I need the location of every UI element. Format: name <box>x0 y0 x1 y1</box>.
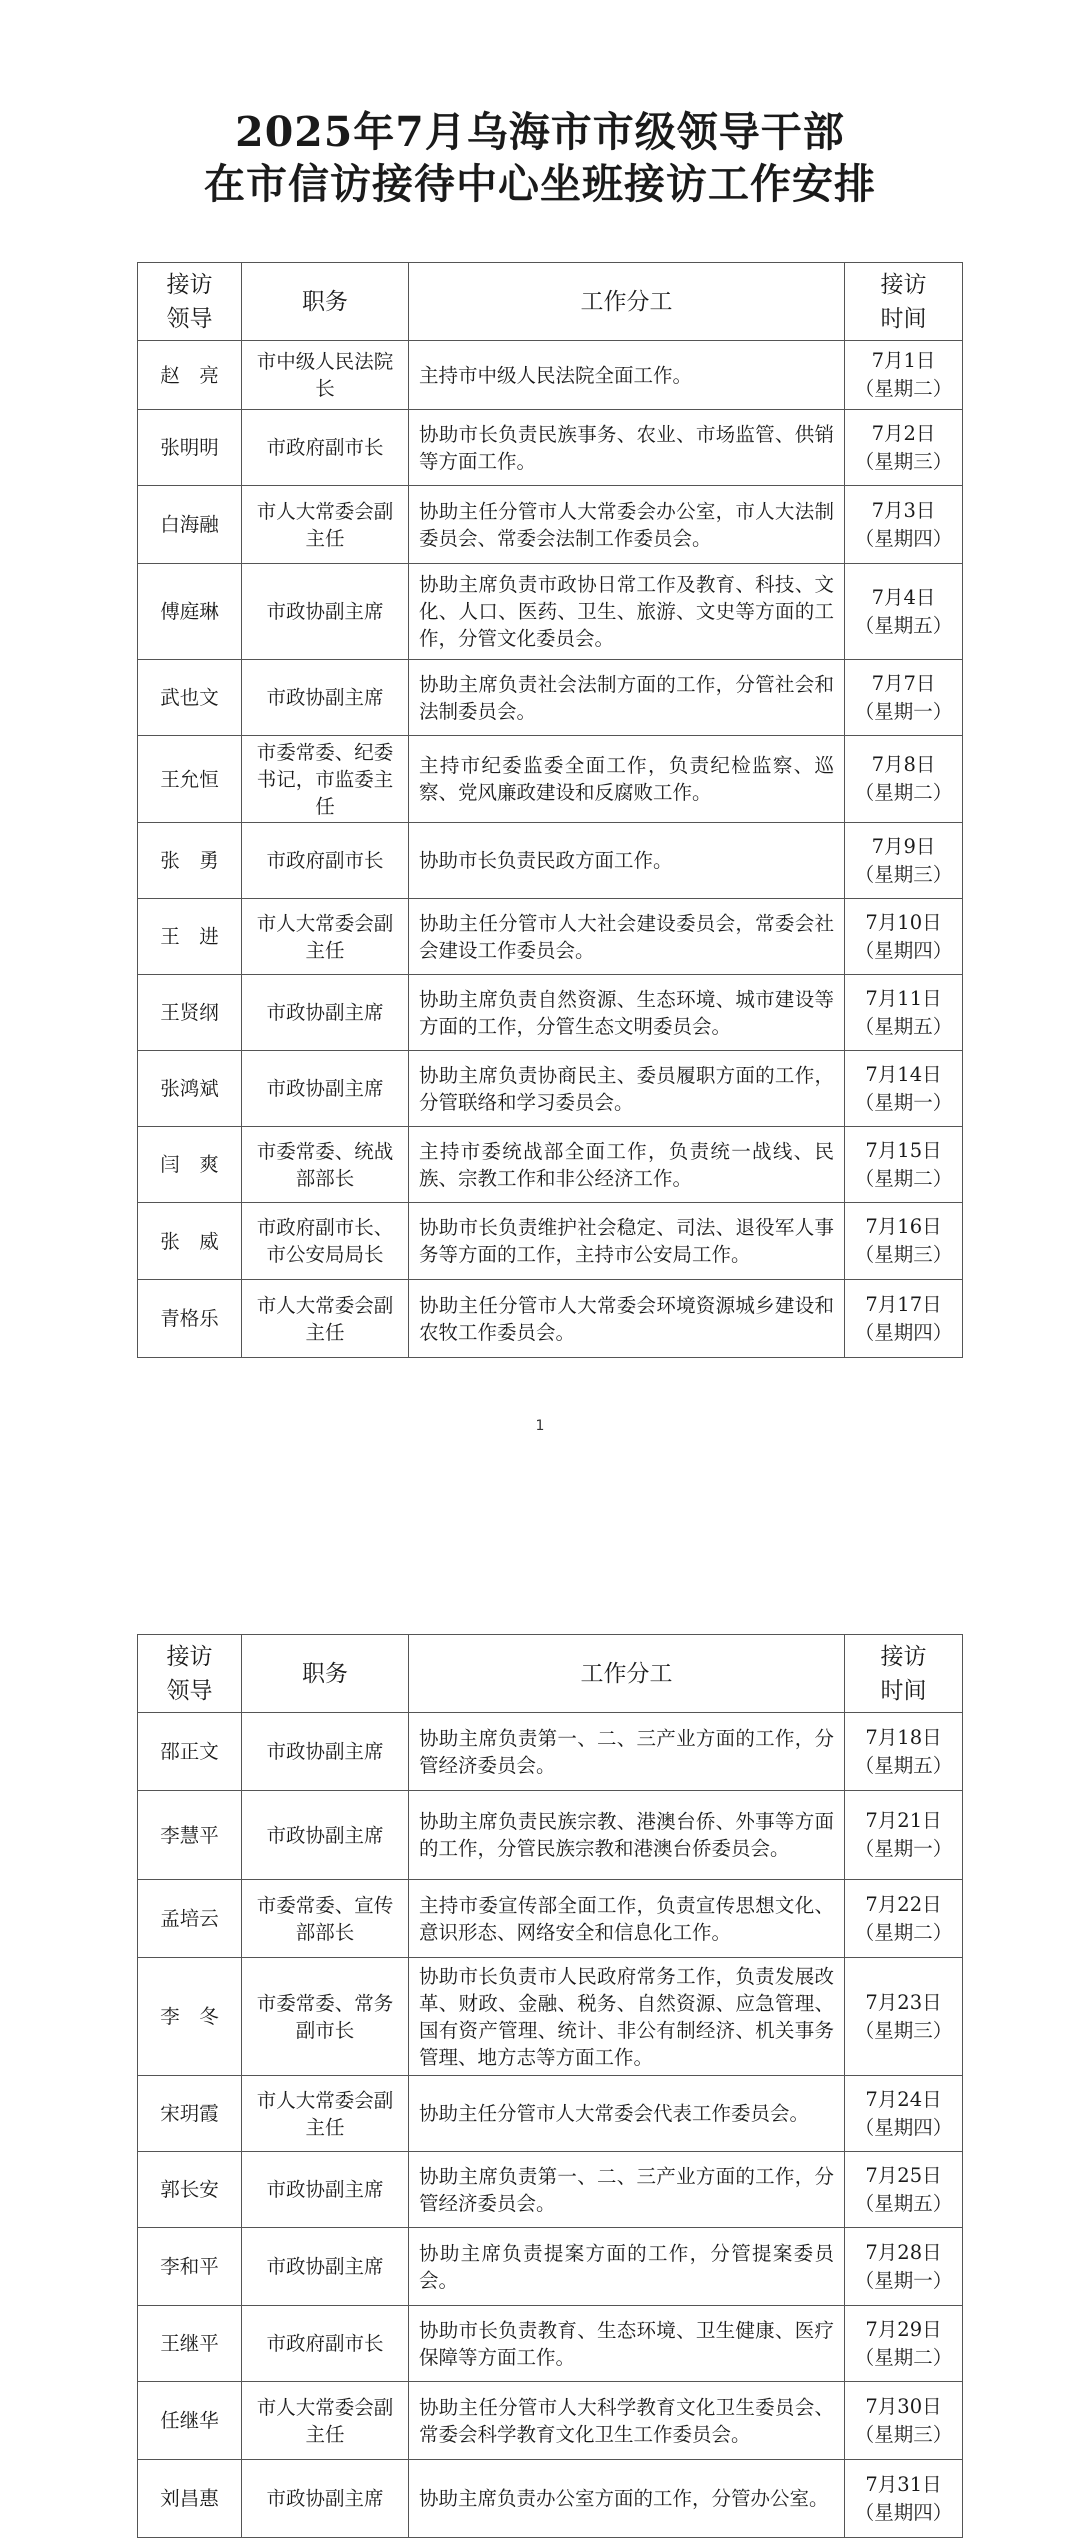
date-text: 7月22日 <box>865 1892 942 1916</box>
weekday-text: （星期二） <box>854 1920 953 1944</box>
weekday-text: （星期四） <box>854 2115 953 2139</box>
weekday-text: （星期一） <box>854 2268 953 2292</box>
duty-cell: 协助主任分管市人大常委会办公室，市人大法制委员会、常委会法制工作委员会。 <box>409 486 845 564</box>
date-cell <box>845 486 963 564</box>
table-header-row <box>138 263 963 341</box>
weekday-text: （星期三） <box>854 862 953 886</box>
duty-cell: 协助主席负责社会法制方面的工作，分管社会和法制委员会。 <box>409 660 845 736</box>
leader-name-cell: 赵 亮 <box>138 341 242 410</box>
position-cell: 市政协副主席 <box>242 564 409 660</box>
duty-cell: 协助主任分管市人大社会建设委员会，常委会社会建设工作委员会。 <box>409 899 845 975</box>
date-text: 7月4日 <box>871 585 936 609</box>
leader-name-cell: 任继华 <box>138 2382 242 2460</box>
table-row <box>138 2382 963 2460</box>
position-cell: 市委常委、宣传部部长 <box>242 1880 409 1958</box>
duty-cell: 协助主任分管市人大常委会环境资源城乡建设和农牧工作委员会。 <box>409 1280 845 1358</box>
weekday-text: （星期二） <box>854 1166 953 1190</box>
duty-cell: 协助主席负责提案方面的工作，分管提案委员会。 <box>409 2228 845 2306</box>
date-cell <box>845 2382 963 2460</box>
date-cell <box>845 1203 963 1280</box>
position-cell: 市人大常委会副主任 <box>242 1280 409 1358</box>
duty-cell: 协助主席负责民族宗教、港澳台侨、外事等方面的工作，分管民族宗教和港澳台侨委员会。 <box>409 1791 845 1880</box>
date-text: 7月16日 <box>865 1215 942 1238</box>
leader-name-cell: 宋玥霞 <box>138 2076 242 2152</box>
date-cell <box>845 736 963 823</box>
duty-cell: 协助主席负责办公室方面的工作，分管办公室。 <box>409 2460 845 2538</box>
position-cell: 市政协副主席 <box>242 2152 409 2228</box>
leader-name-cell: 李和平 <box>138 2228 242 2306</box>
duty-cell: 主持市委宣传部全面工作，负责宣传思想文化、意识形态、网络安全和信息化工作。 <box>409 1880 845 1958</box>
duty-cell: 协助主席负责第一、二、三产业方面的工作，分管经济委员会。 <box>409 1713 845 1791</box>
date-cell <box>845 2460 963 2538</box>
table-row <box>138 2306 963 2382</box>
date-text: 7月28日 <box>865 2240 942 2264</box>
table-row <box>138 1203 963 1280</box>
table-row <box>138 975 963 1051</box>
date-text: 7月23日 <box>865 1990 942 2014</box>
leader-name-cell: 李慧平 <box>138 1791 242 1880</box>
duty-cell: 协助主任分管市人大常委会代表工作委员会。 <box>409 2076 845 2152</box>
header-duty: 工作分工 <box>409 1635 845 1713</box>
position-cell: 市人大常委会副主任 <box>242 2382 409 2460</box>
weekday-text: （星期四） <box>854 1320 953 1344</box>
date-text: 7月3日 <box>871 498 936 522</box>
duty-cell: 主持市纪委监委全面工作，负责纪检监察、巡察、党风廉政建设和反腐败工作。 <box>409 736 845 823</box>
weekday-text: （星期三） <box>854 2018 953 2042</box>
date-text: 7月29日 <box>865 2317 942 2341</box>
duty-cell: 主持市委统战部全面工作，负责统一战线、民族、宗教工作和非公经济工作。 <box>409 1127 845 1203</box>
leader-name-cell: 张 威 <box>138 1203 242 1280</box>
date-text: 7月31日 <box>865 2472 942 2496</box>
date-cell <box>845 1713 963 1791</box>
table-row <box>138 899 963 975</box>
position-cell: 市政协副主席 <box>242 1713 409 1791</box>
date-cell <box>845 660 963 736</box>
weekday-text: （星期一） <box>854 1090 953 1114</box>
document-title-line2: 在市信访接待中心坐班接访工作安排 <box>204 160 876 208</box>
weekday-text: （星期四） <box>854 938 953 962</box>
table-row <box>138 2152 963 2228</box>
position-cell: 市政协副主席 <box>242 1051 409 1127</box>
duty-cell: 协助主席负责第一、二、三产业方面的工作，分管经济委员会。 <box>409 2152 845 2228</box>
date-text: 7月18日 <box>865 1725 942 1749</box>
leader-name-cell: 傅庭琳 <box>138 564 242 660</box>
table-row <box>138 2076 963 2152</box>
table-row <box>138 1958 963 2076</box>
date-cell <box>845 1880 963 1958</box>
table-row <box>138 1051 963 1127</box>
date-text: 7月11日 <box>865 986 942 1010</box>
header-duty: 工作分工 <box>409 263 845 341</box>
weekday-text: （星期三） <box>854 1243 953 1266</box>
leader-name-cell: 武也文 <box>138 660 242 736</box>
leader-name-cell: 白海融 <box>138 486 242 564</box>
weekday-text: （星期四） <box>854 2500 953 2524</box>
table-row <box>138 1713 963 1791</box>
duty-cell: 协助主席负责自然资源、生态环境、城市建设等方面的工作，分管生态文明委员会。 <box>409 975 845 1051</box>
date-cell <box>845 1051 963 1127</box>
date-text: 7月8日 <box>871 753 936 776</box>
date-cell <box>845 410 963 486</box>
position-cell: 市中级人民法院长 <box>242 341 409 410</box>
table-body-page2 <box>138 1713 963 2538</box>
table-row <box>138 410 963 486</box>
position-cell: 市政协副主席 <box>242 2460 409 2538</box>
table-row <box>138 736 963 823</box>
header-time: 接访 时间 <box>845 1635 963 1713</box>
weekday-text: （星期五） <box>854 1753 953 1777</box>
position-cell: 市政府副市长 <box>242 2306 409 2382</box>
weekday-text: （星期五） <box>854 1014 953 1038</box>
duty-cell: 协助主席负责协商民主、委员履职方面的工作，分管联络和学习委员会。 <box>409 1051 845 1127</box>
table-row <box>138 1791 963 1880</box>
date-text: 7月24日 <box>865 2087 942 2111</box>
table-row <box>138 2460 963 2538</box>
table-row <box>138 1280 963 1358</box>
table-row <box>138 486 963 564</box>
weekday-text: （星期三） <box>854 2422 953 2446</box>
date-text: 7月25日 <box>865 2163 942 2187</box>
leader-name-cell: 邵正文 <box>138 1713 242 1791</box>
duty-cell: 协助市长负责市人民政府常务工作，负责发展改革、财政、金融、税务、自然资源、应急管理、国有资产管理、统计、非公有制经济、机关事务管理、地方志等方面工作。 <box>409 1958 845 2076</box>
date-cell <box>845 1127 963 1203</box>
document-title-line1: 2025年7月乌海市市级领导干部 <box>235 108 845 156</box>
position-cell: 市人大常委会副主任 <box>242 2076 409 2152</box>
leader-name-cell: 王 进 <box>138 899 242 975</box>
date-text: 7月1日 <box>871 349 936 372</box>
leader-name-cell: 王允恒 <box>138 736 242 823</box>
table-row <box>138 2228 963 2306</box>
table-row <box>138 341 963 410</box>
date-cell <box>845 1958 963 2076</box>
weekday-text: （星期三） <box>854 449 953 473</box>
leader-name-cell: 青格乐 <box>138 1280 242 1358</box>
date-cell <box>845 564 963 660</box>
table-row <box>138 1880 963 1958</box>
header-position: 职务 <box>242 263 409 341</box>
duty-cell: 协助市长负责民政方面工作。 <box>409 823 845 899</box>
date-cell <box>845 2306 963 2382</box>
leader-name-cell: 孟培云 <box>138 1880 242 1958</box>
date-text: 7月30日 <box>865 2394 942 2418</box>
date-cell <box>845 899 963 975</box>
schedule-table-page2 <box>137 1634 963 2538</box>
weekday-text: （星期五） <box>854 613 953 637</box>
table-row <box>138 660 963 736</box>
position-cell: 市政府副市长 <box>242 410 409 486</box>
date-text: 7月10日 <box>865 910 942 934</box>
weekday-text: （星期五） <box>854 2191 953 2215</box>
position-cell: 市政协副主席 <box>242 1791 409 1880</box>
position-cell: 市委常委、常务副市长 <box>242 1958 409 2076</box>
position-cell: 市政协副主席 <box>242 660 409 736</box>
table-header-row <box>138 1635 963 1713</box>
page-number: 1 <box>535 1418 545 1434</box>
position-cell: 市委常委、纪委书记，市监委主任 <box>242 736 409 823</box>
weekday-text: （星期一） <box>854 699 953 723</box>
date-text: 7月17日 <box>865 1292 942 1316</box>
leader-name-cell: 郭长安 <box>138 2152 242 2228</box>
header-time: 接访 时间 <box>845 263 963 341</box>
date-cell <box>845 2076 963 2152</box>
header-position: 职务 <box>242 1635 409 1713</box>
leader-name-cell: 张 勇 <box>138 823 242 899</box>
date-cell <box>845 2228 963 2306</box>
leader-name-cell: 王继平 <box>138 2306 242 2382</box>
weekday-text: （星期二） <box>854 2345 953 2369</box>
position-cell: 市人大常委会副主任 <box>242 899 409 975</box>
date-cell <box>845 823 963 899</box>
position-cell: 市政府副市长 <box>242 823 409 899</box>
position-cell: 市政协副主席 <box>242 2228 409 2306</box>
date-cell <box>845 341 963 410</box>
weekday-text: （星期二） <box>854 377 953 400</box>
header-leader: 接访 领导 <box>138 1635 242 1713</box>
duty-cell: 协助市长负责维护社会稳定、司法、退役军人事务等方面的工作，主持市公安局工作。 <box>409 1203 845 1280</box>
leader-name-cell: 张鸿斌 <box>138 1051 242 1127</box>
table-row <box>138 823 963 899</box>
header-leader: 接访 领导 <box>138 263 242 341</box>
leader-name-cell: 刘昌惠 <box>138 2460 242 2538</box>
date-cell <box>845 975 963 1051</box>
date-cell <box>845 1280 963 1358</box>
leader-name-cell: 闫 爽 <box>138 1127 242 1203</box>
duty-cell: 协助市长负责教育、生态环境、卫生健康、医疗保障等方面工作。 <box>409 2306 845 2382</box>
leader-name-cell: 李 冬 <box>138 1958 242 2076</box>
date-text: 7月21日 <box>865 1809 942 1832</box>
position-cell: 市政协副主席 <box>242 975 409 1051</box>
date-cell <box>845 1791 963 1880</box>
position-cell: 市人大常委会副主任 <box>242 486 409 564</box>
date-text: 7月7日 <box>871 671 936 695</box>
date-text: 7月9日 <box>871 834 936 858</box>
leader-name-cell: 张明明 <box>138 410 242 486</box>
position-cell: 市委常委、统战部部长 <box>242 1127 409 1203</box>
date-text: 7月15日 <box>865 1138 942 1162</box>
table-row <box>138 1127 963 1203</box>
leader-name-cell: 王贤纲 <box>138 975 242 1051</box>
date-text: 7月2日 <box>871 421 936 445</box>
duty-cell: 协助主任分管市人大科学教育文化卫生委员会、常委会科学教育文化卫生工作委员会。 <box>409 2382 845 2460</box>
weekday-text: （星期四） <box>854 526 953 550</box>
table-body-page1 <box>138 341 963 1358</box>
weekday-text: （星期二） <box>854 781 953 804</box>
duty-cell: 协助主席负责市政协日常工作及教育、科技、文化、人口、医药、卫生、旅游、文史等方面的工作，分管文化委员会。 <box>409 564 845 660</box>
schedule-table-page1 <box>137 262 963 1358</box>
table-row <box>138 564 963 660</box>
date-cell <box>845 2152 963 2228</box>
weekday-text: （星期一） <box>854 1837 953 1860</box>
position-cell: 市政府副市长、市公安局局长 <box>242 1203 409 1280</box>
duty-cell: 协助市长负责民族事务、农业、市场监管、供销等方面工作。 <box>409 410 845 486</box>
date-text: 7月14日 <box>865 1062 942 1086</box>
duty-cell: 主持市中级人民法院全面工作。 <box>409 341 845 410</box>
